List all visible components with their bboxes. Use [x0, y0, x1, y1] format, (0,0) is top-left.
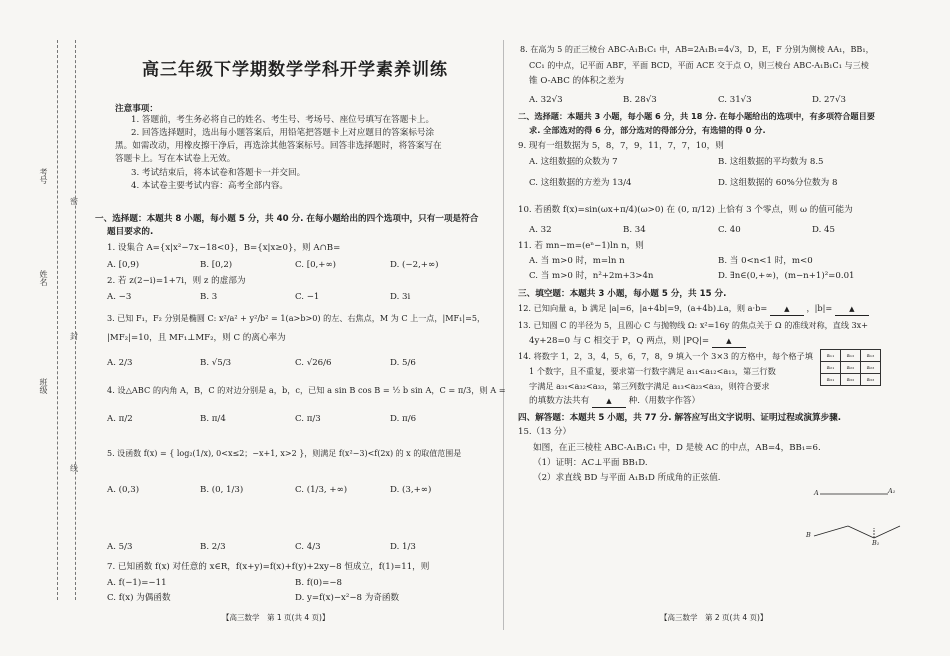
section-4-heading: 四、解答题：本题共 5 小题，共 77 分. 解答应写出文字说明、证明过程或演算步骤. — [518, 413, 842, 423]
q2-option-d: D. 3i — [390, 292, 411, 302]
q4-option-c: C. π/3 — [295, 414, 321, 424]
q14-answer-blank: ▲ — [592, 396, 626, 408]
q10-option-d: D. 45 — [812, 225, 835, 235]
q14-line-1: 14. 将数字 1，2，3，4，5，6，7，8，9 填入一个 3×3 的方格中，每个格子填 — [518, 351, 813, 361]
q13-stem-cont — [529, 336, 746, 348]
note-2b: 黑。如需改动，用橡皮擦干净后，再选涂其他答案标号。回答非选择题时，将答案写在 — [115, 141, 442, 151]
q5-option-c: C. (1/3, +∞) — [295, 485, 348, 495]
q10-option-c: C. 40 — [718, 225, 741, 235]
q12-answer-blank-1: ▲ — [770, 304, 804, 316]
seal-mi: 密 — [70, 197, 78, 206]
q6-option-b: B. 2/3 — [200, 542, 226, 552]
q3-option-b: B. √5/3 — [200, 358, 232, 368]
grid-cell: a₂₃ — [861, 362, 881, 374]
section-1-heading-cont: 题目要求的. — [107, 227, 154, 237]
q4-option-a: A. π/2 — [107, 414, 133, 424]
q12-answer-blank-2: ▲ — [835, 304, 869, 316]
q13-stem: 13. 已知圆 C 的半径为 5，且圆心 C 与抛物线 Ω: x²=16y 的焦点关于 Ω 的准线对称，直线 3x+ — [518, 320, 869, 330]
prism-edge — [848, 526, 874, 538]
side-label-banji: 班级 — [39, 378, 48, 394]
q1-option-a: A. [0,9) — [107, 260, 140, 270]
page-divider — [503, 40, 504, 630]
page-2-footer: 【高三数学 第 2 页(共 4 页)】 — [660, 613, 768, 622]
grid-cell: a₁₂ — [841, 350, 861, 362]
q9-option-d: D. 这组数据的 60%分位数为 8 — [718, 178, 838, 188]
note-2c: 答题卡上。写在本试卷上无效。 — [115, 154, 236, 164]
q11-option-d: D. ∃n∈(0,+∞)，(m−n+1)²=0.01 — [718, 271, 855, 281]
q14-line-2: 1 个数字，且不重复，要求第一行数字满足 a₁₁<a₁₂<a₁₃，第三行数 — [529, 366, 776, 376]
note-3: 3. 考试结束后，将本试卷和答题卡一并交回。 — [131, 168, 306, 178]
q10-option-a: A. 32 — [529, 225, 552, 235]
grid-cell: a₂₁ — [821, 362, 841, 374]
page-title: 高三年级下学期数学学科开学素养训练 — [142, 60, 448, 80]
q3-stem: 3. 已知 F₁，F₂ 分别是椭圆 C: x²/a² + y²/b² = 1(a>b>0) 的左、右焦点，M 为 C 上一点，|MF₁|=5， — [107, 313, 486, 323]
q4-option-b: B. π/4 — [200, 414, 226, 424]
q12-stem-text: 12. 已知向量 a，b 满足 |a|=6，|a+4b|=9，(a+4b)⊥a，则 a·b= — [518, 303, 768, 313]
q8-stem-cont2: 锥 O-ABC 的体积之差为 — [529, 76, 625, 86]
seal-feng: 封 — [70, 332, 78, 341]
section-2-heading-cont: 求. 全部选对的得 6 分，部分选对的得部分分，有选错的得 0 分. — [529, 125, 766, 135]
q14-line-4-text: 的填数方法共有 — [529, 396, 590, 406]
q11-option-c: C. 当 m>0 时，n²+2m+3>4n — [529, 271, 654, 281]
q3-option-c: C. √26/6 — [295, 358, 332, 368]
q11-stem: 11. 若 mn−m=(eⁿ−1)ln n，则 — [518, 241, 644, 251]
q4-stem: 4. 设△ABC 的内角 A，B，C 的对边分别是 a，b，c，已知 a sin B cos B = ½ b sin A，C = π/3，则 A = — [107, 385, 506, 395]
q11-option-b: B. 当 0<n<1 时，m<0 — [718, 256, 813, 266]
figure-label-b1: B₁ — [872, 539, 880, 547]
q2-option-c: C. −1 — [295, 292, 320, 302]
side-label-xingming: 姓名 — [39, 270, 48, 286]
q10-stem: 10. 若函数 f(x)=sin(ωx+π/4)(ω>0) 在 (0, π/12) 上恰有 3 个零点，则 ω 的值可能为 — [518, 205, 853, 215]
note-2: 2. 回答选择题时，选出每小题答案后，用铅笔把答题卡上对应题目的答案标号涂 — [131, 128, 435, 138]
q15-part-1: （1）证明：AC⊥平面 BB₁D. — [533, 458, 648, 468]
q8-option-d: D. 27√3 — [812, 95, 846, 105]
q7-option-b: B. f(0)=−8 — [295, 578, 343, 588]
q1-option-c: C. [0,+∞) — [295, 260, 336, 270]
q5-option-b: B. (0, 1/3) — [200, 485, 244, 495]
q8-option-a: A. 32√3 — [529, 95, 563, 105]
q1-option-b: B. [0,2) — [200, 260, 233, 270]
q9-option-a: A. 这组数据的众数为 7 — [529, 157, 618, 167]
page-1-footer: 【高三数学 第 1 页(共 4 页)】 — [222, 613, 330, 622]
section-3-heading: 三、填空题：本题共 3 小题，每小题 5 分，共 15 分. — [518, 289, 727, 299]
q13-answer-blank: ▲ — [712, 336, 746, 348]
figure-label-a: A — [814, 489, 819, 497]
note-4: 4. 本试卷主要考试内容：高考全部内容。 — [131, 181, 289, 191]
side-label-kaohao: 考号 — [39, 168, 48, 184]
q8-stem-cont: CC₁ 的中点，记平面 ABF，平面 BCD，平面 ACE 交于点 O，则三棱台 ABC-A₁B₁C₁ 与三棱 — [529, 60, 869, 70]
q3-option-d: D. 5/6 — [390, 358, 416, 368]
q7-stem: 7. 已知函数 f(x) 对任意的 x∈R，f(x+y)=f(x)+f(y)+2xy−8 恒成立，f(1)=11，则 — [107, 562, 430, 572]
q15-head: 15.（13 分） — [518, 427, 572, 437]
q1-stem: 1. 设集合 A={x|x²−7x−18<0}，B={x|x≥0}，则 A∩B= — [107, 243, 341, 253]
grid-cell: a₃₃ — [861, 374, 881, 386]
q9-option-b: B. 这组数据的平均数为 8.5 — [718, 157, 824, 167]
grid-cell: a₁₃ — [861, 350, 881, 362]
q12-stem-mid: ，|b|= — [806, 303, 833, 313]
q5-option-a: A. (0,3) — [107, 485, 140, 495]
q5-option-d: D. (3,+∞) — [390, 485, 432, 495]
q14-line-3: 字满足 a₃₁<a₃₂<a₃₃，第三列数字满足 a₁₃<a₂₃<a₃₃，则符合要求 — [529, 381, 770, 391]
q9-stem: 9. 现有一组数据为 5，8，7，9，11，7，7，10，则 — [518, 141, 724, 151]
q5-stem: 5. 设函数 f(x) = { log₂(1/x), 0<x≤2；−x+1, x>2 }，则满足 f(x²−3)<f(2x) 的 x 的取值范围是 — [107, 449, 462, 458]
q13-stem-text: 4y+28=0 与 C 相交于 P，Q 两点，则 |PQ|= — [529, 336, 710, 346]
q2-option-a: A. −3 — [107, 292, 132, 302]
q7-option-d: D. y=f(x)−x²−8 为奇函数 — [295, 593, 400, 603]
figure-label-a1: A₁ — [888, 487, 896, 495]
figure-label-b: B — [806, 531, 811, 539]
q2-stem: 2. 若 z(2−i)=1+7i，则 z 的虚部为 — [107, 276, 246, 286]
q8-option-c: C. 31√3 — [718, 95, 752, 105]
seal-xian: 线 — [70, 464, 78, 473]
q6-option-a: A. 5/3 — [107, 542, 133, 552]
grid-cell: a₂₂ — [841, 362, 861, 374]
binding-dashed-line-2 — [75, 40, 76, 600]
q7-option-a: A. f(−1)=−11 — [107, 578, 167, 588]
section-2-heading: 二、选择题：本题共 3 小题，每小题 6 分，共 18 分. 在每小题给出的选项中，有多项符合题目要 — [518, 111, 875, 121]
grid-cell: a₃₂ — [841, 374, 861, 386]
q14-grid — [820, 349, 881, 386]
q12-stem — [518, 303, 869, 316]
section-1-heading: 一、选择题：本题共 8 小题，每小题 5 分，共 40 分. 在每小题给出的四个选项中，只有一项是符合 — [95, 214, 479, 224]
q8-stem: 8. 在高为 5 的正三棱台 ABC-A₁B₁C₁ 中，AB=2A₁B₁=4√3，D，E，F 分别为侧棱 AA₁，BB₁， — [520, 44, 874, 54]
notes-heading: 注意事项： — [115, 104, 158, 114]
binding-dashed-line — [57, 40, 58, 600]
q3-option-a: A. 2/3 — [107, 358, 133, 368]
prism-edge — [814, 526, 848, 536]
q11-option-a: A. 当 m>0 时，m=ln n — [529, 256, 625, 266]
q6-option-d: D. 1/3 — [390, 542, 416, 552]
q7-option-c: C. f(x) 为偶函数 — [107, 593, 171, 603]
q6-option-c: C. 4/3 — [295, 542, 321, 552]
q9-option-c: C. 这组数据的方差为 13/4 — [529, 178, 632, 188]
q8-option-b: B. 28√3 — [623, 95, 657, 105]
q10-option-b: B. 34 — [623, 225, 646, 235]
grid-cell: a₁₁ — [821, 350, 841, 362]
prism-edge — [874, 526, 900, 538]
q15-part-2: （2）求直线 BD 与平面 A₁B₁D 所成角的正弦值. — [533, 473, 721, 483]
q15-stem: 如图，在正三棱柱 ABC-A₁B₁C₁ 中，D 是棱 AC 的中点，AB=4，BB₁=6. — [533, 443, 821, 453]
q14-tail: 种.（用数字作答） — [628, 396, 701, 406]
q14-line-4 — [529, 396, 700, 408]
note-1: 1. 答题前，考生务必将自己的姓名、考生号、考场号、座位号填写在答题卡上。 — [131, 115, 435, 125]
q1-option-d: D. (−2,+∞) — [390, 260, 439, 270]
q2-option-b: B. 3 — [200, 292, 218, 302]
q3-stem-cont: |MF₂|=10，且 MF₁⊥MF₂，则 C 的离心率为 — [107, 333, 286, 343]
q4-option-d: D. π/6 — [390, 414, 417, 424]
grid-cell: a₃₁ — [821, 374, 841, 386]
